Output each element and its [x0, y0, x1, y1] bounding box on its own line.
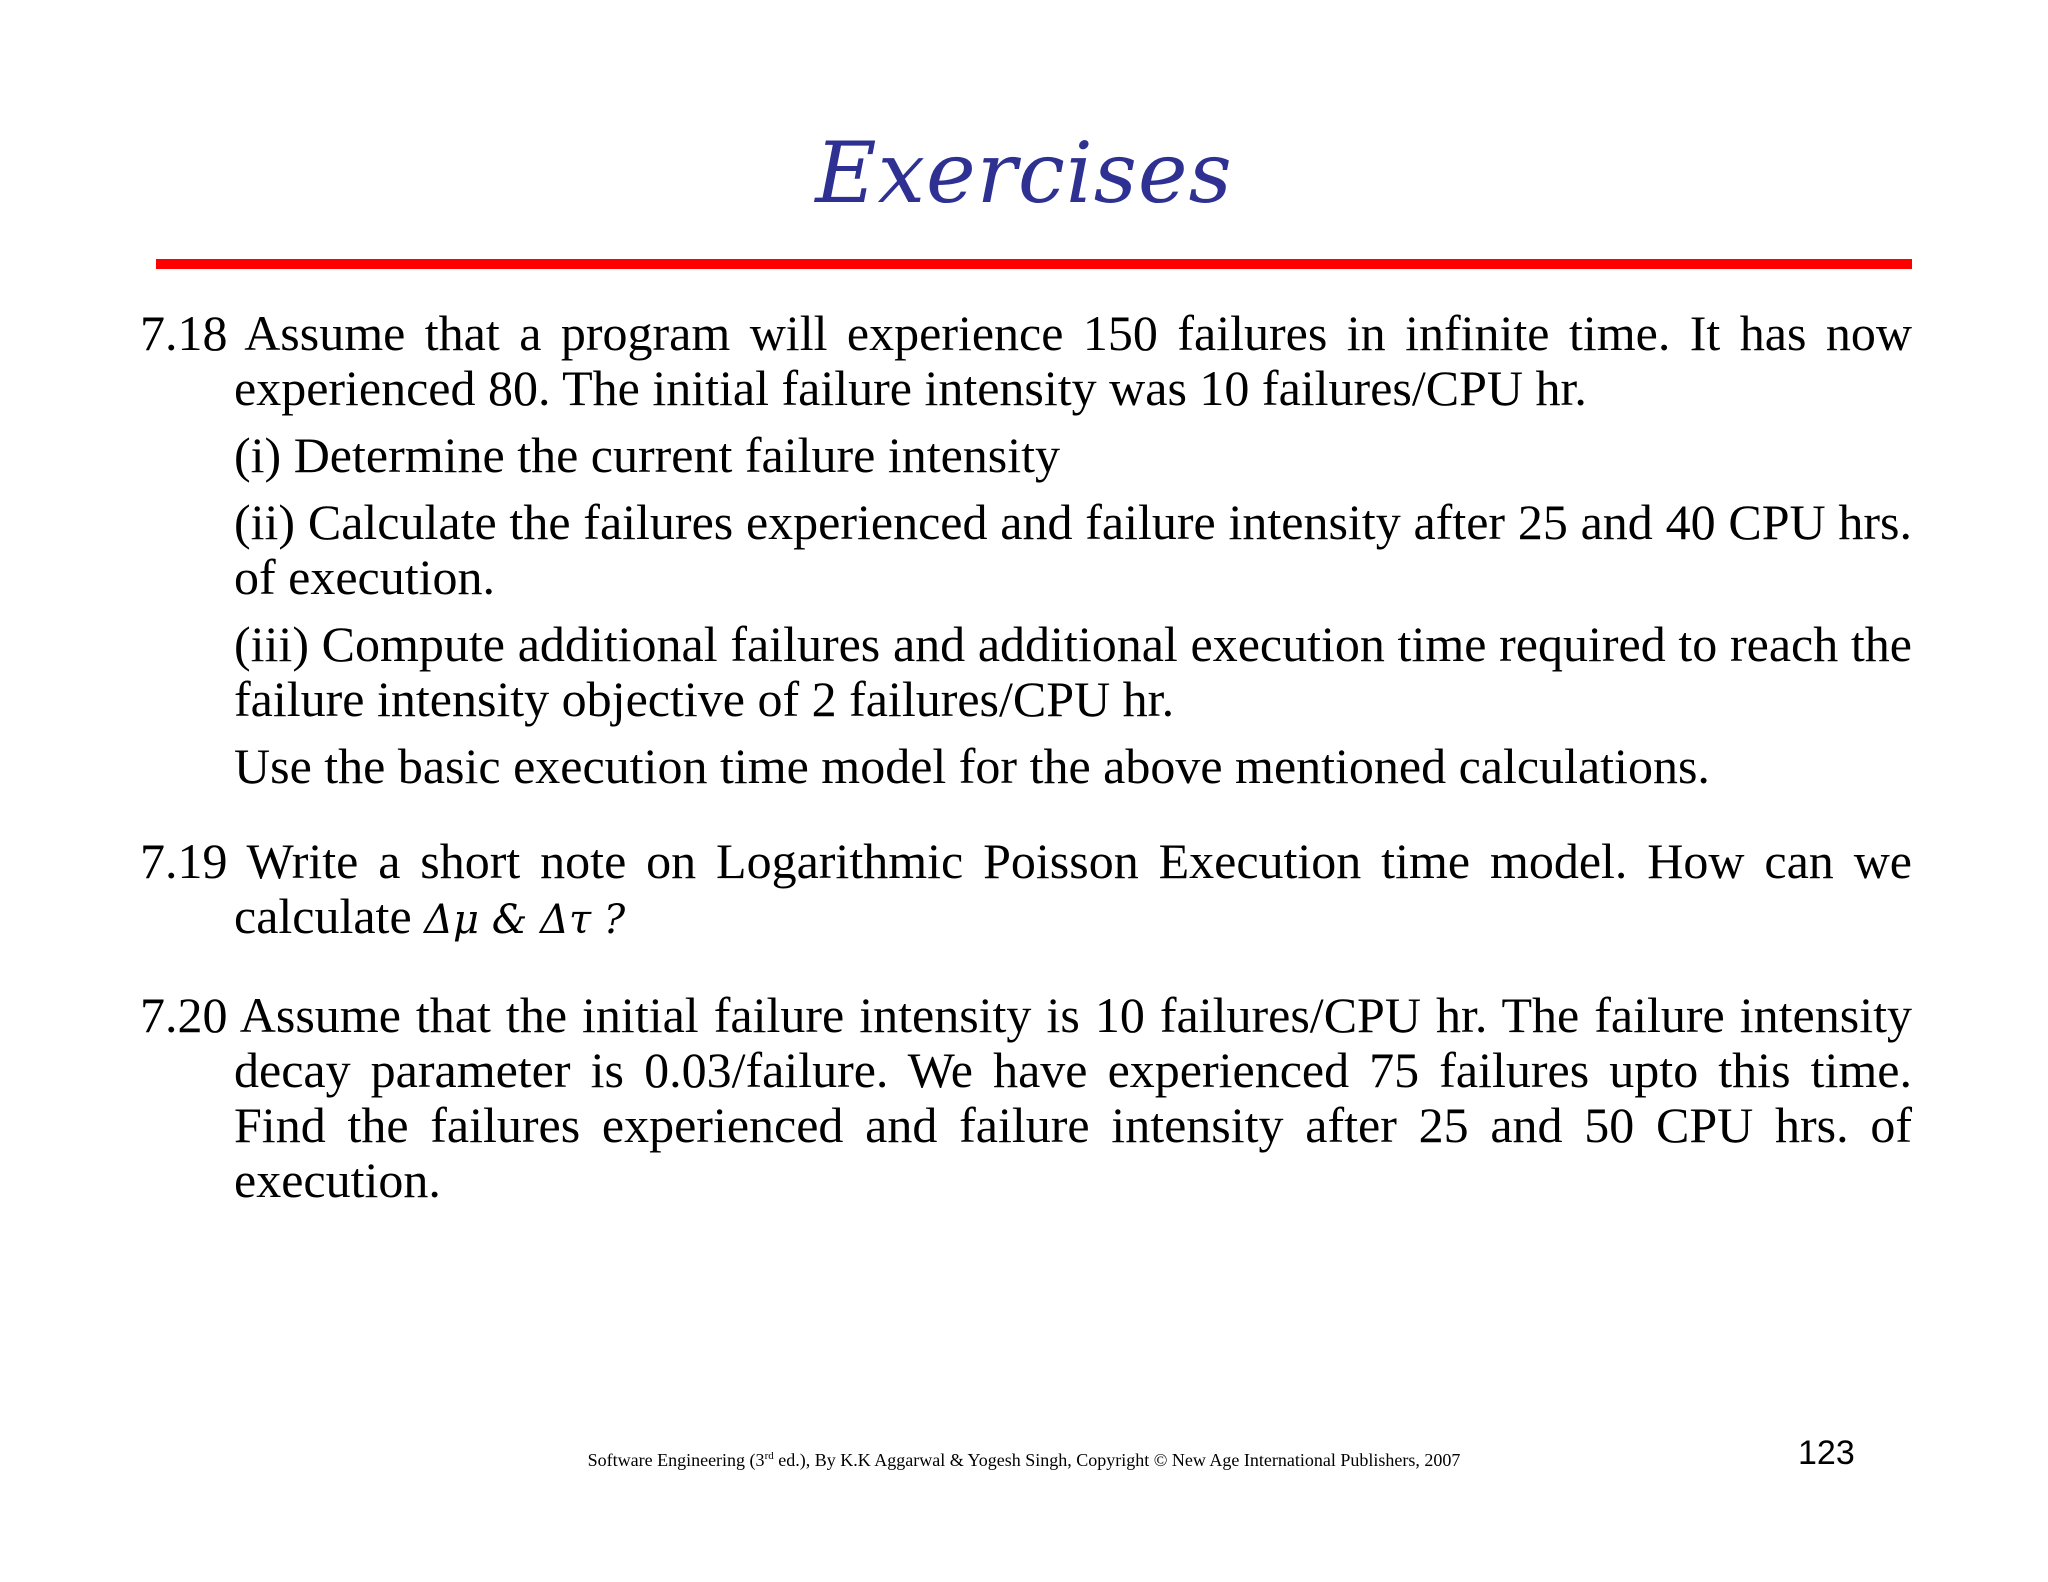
slide-title: Exercises — [815, 124, 1233, 222]
footer-suffix: ed.), By K.K Aggarwal & Yogesh Singh, Copyright © New Age International Publishers, 2007 — [773, 1450, 1461, 1470]
exercise-7-18 — [140, 306, 1912, 416]
exercise-text: Write a short note on Logarithmic Poisson Execution time model. How can we calculate — [234, 833, 1912, 944]
exercise-list — [140, 306, 1912, 1208]
exercise-text: Assume that a program will experience 150 failures in infinite time. It has now experienced 80. The initial failure intensity was 10 failures/CPU hr. — [234, 305, 1912, 416]
exercise-note: Use the basic execution time model for the above mentioned calculations. — [234, 738, 1710, 794]
formula: Δμ & Δτ ? — [424, 897, 626, 943]
exercise-part-iii: (iii) Compute additional failures and additional execution time required to reach the failure intensity objective of 2 failures/CPU hr. — [234, 616, 1912, 727]
footer-prefix: Software Engineering (3 — [587, 1450, 765, 1470]
exercise-number: 7.20 — [140, 987, 228, 1043]
title-underline — [156, 259, 1912, 269]
footer-sup: rd — [764, 1450, 774, 1462]
exercise-text: Assume that the initial failure intensity is 10 failures/CPU hr. The failure intensity decay parameter is 0.03/failure. We have experienced 75 failures upto this time. Find the failures experienced and failure intensity after 25 and 50 CPU hrs. of execution. — [234, 987, 1912, 1208]
exercise-number: 7.19 — [140, 833, 228, 889]
footer-citation — [0, 1444, 2048, 1472]
exercise-7-19 — [140, 834, 1912, 948]
exercise-part-i: (i) Determine the current failure intensity — [234, 427, 1061, 483]
exercise-number: 7.18 — [140, 305, 228, 361]
page-number: 123 — [1798, 1434, 1855, 1472]
exercise-part-ii: (ii) Calculate the failures experienced and failure intensity after 25 and 40 CPU hrs. of execution. — [234, 494, 1912, 605]
exercise-7-20 — [140, 988, 1912, 1208]
